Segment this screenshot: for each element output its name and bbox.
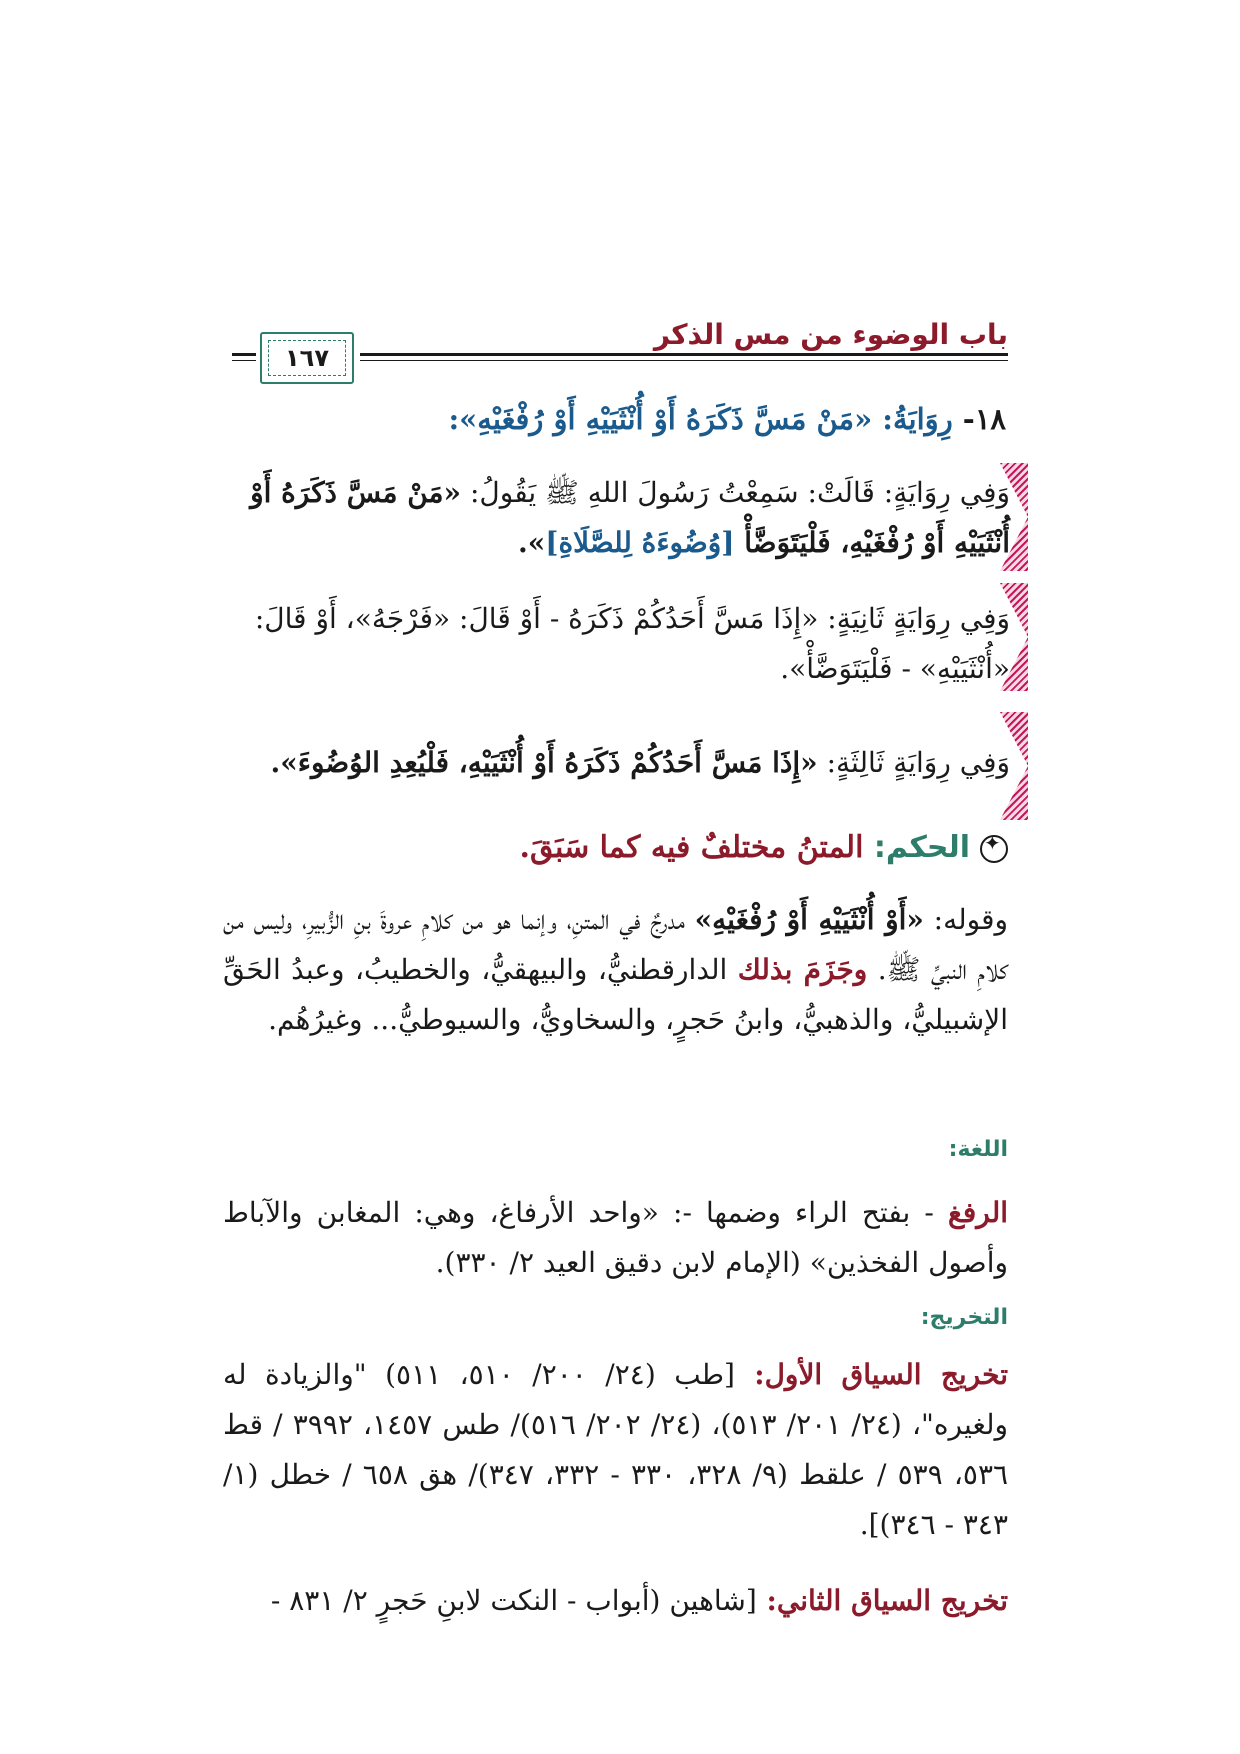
narration-addition: [وُضُوءَهُ لِلصَّلَاةِ]: [545, 526, 735, 559]
language-paragraph: [223, 1188, 1008, 1288]
commentary-text: الدارقطنيُّ، والبيهقيُّ، والخطيبُ، وعبدُ الحَقِّ الإشبيليُّ، والذهبيُّ، وابنُ حَجرٍ، والسخاويُّ، والسيوطيُّ... وغيرُهُم.: [223, 953, 1008, 1036]
narration-end: ».: [517, 526, 546, 559]
takhrij-first-label: تخريج السياق الأول:: [734, 1358, 1009, 1391]
page-number-frame: [260, 332, 354, 384]
header-rule-left-thin: [232, 360, 256, 361]
narration-intro: وَفِي رِوَايَةٍ ثَانِيَةٍ:: [818, 602, 1010, 635]
narration-intro: وَفِي رِوَايَةٍ: قَالَتْ: سَمِعْتُ رَسُولَ اللهِ ﷺ يَقُولُ:: [461, 476, 1010, 509]
page-number: ١٦٧: [268, 340, 346, 376]
ornament-icon: [980, 835, 1008, 863]
commentary-highlight: وجَزَمَ بذلك: [737, 953, 868, 986]
narration-3: [220, 738, 1010, 788]
commentary-text: مدرجٌ في المتنِ، وإنما هو من كلامِ عروةَ بنِ الزُّبيرِ، وليس من كلامِ النبيِّ ﷺ.: [223, 903, 1008, 986]
language-heading: اللغة:: [948, 1137, 1008, 1162]
narration-1: [220, 468, 1010, 568]
narration-text: «إِذَا مَسَّ أَحَدُكُمْ ذَكَرَهُ - أَوْ قَالَ: «فَرْجَهُ»، أَوْ قَالَ: «أُنْثَيَيْهِ» - فَلْيَتَوَضَّأْ».: [254, 602, 1010, 685]
language-term: الرفغ: [947, 1196, 1008, 1229]
ruling-label: الحكم:: [863, 830, 970, 865]
chapter-title: باب الوضوء من مس الذكر: [653, 318, 1008, 351]
section-number: ١٨-: [952, 402, 1006, 436]
takhrij-first: [223, 1350, 1008, 1550]
ruling-value: المتنُ مختلفٌ فيه كما سَبَقَ.: [519, 830, 864, 865]
header-rule-left: [232, 353, 256, 356]
section-title: [448, 402, 1006, 436]
takhrij-second-text: [شاهين (أبواب - النكت لابنِ حَجرٍ ٢/ ٨٣١ -: [270, 1584, 757, 1617]
commentary-text: وقوله:: [923, 903, 1009, 936]
commentary-paragraph: [223, 895, 1008, 1045]
takhrij-second-label: تخريج السياق الثاني:: [756, 1584, 1008, 1617]
commentary-quote: «أَوْ أُنْثَيَيْهِ أَوْ رُفْغَيْهِ»: [694, 903, 924, 936]
narration-intro: وَفِي رِوَايَةٍ ثَالِثَةٍ:: [817, 746, 1010, 779]
ruling-line: [520, 830, 1008, 865]
header-rule-right-thin: [360, 360, 1008, 361]
header-rule-right: [360, 353, 1008, 356]
section-title-text: رِوَايَةُ: «مَنْ مَسَّ ذَكَرَهُ أَوْ أُنْثَيَيْهِ أَوْ رُفْغَيْهِ»:: [448, 402, 953, 436]
takhrij-first-text: [طب (٢٤/ ٢٠٠/ ٥١٠، ٥١١) "والزيادة له ولغيره"، (٢٤/ ٢٠١/ ٥١٣)، (٢٤/ ٢٠٢/ ٥١٦)/ طس ١٤٥٧، ٣٩٩٢ / قط ٥٣٦، ٥٣٩ / علقط (٩/ ٣٢٨، ٣٣٠ - ٣٣٢، ٣٤٧)/ هق ٦٥٨ / خطل (١/ ٣٤٣ - ٣٤٦)].: [223, 1358, 1009, 1541]
takhrij-heading: التخريج:: [920, 1305, 1008, 1330]
narration-text: «إِذَا مَسَّ أَحَدُكُمْ ذَكَرَهُ أَوْ أُنْثَيَيْهِ، فَلْيُعِدِ الوُضُوءَ».: [270, 746, 818, 779]
narration-2: [220, 594, 1010, 694]
narration-text: «مَنْ مَسَّ ذَكَرَهُ أَوْ أُنْثَيَيْهِ أَوْ رُفْغَيْهِ، فَلْيَتَوَضَّأْ: [250, 476, 1010, 559]
takhrij-second: [223, 1576, 1008, 1626]
language-text: - بفتح الراء وضمها -: «واحد الأرفاغ، وهي: المغابن والآباط وأصول الفخذين» (الإمام لابن دقيق العيد ٢/ ٣٣٠).: [223, 1196, 1008, 1279]
